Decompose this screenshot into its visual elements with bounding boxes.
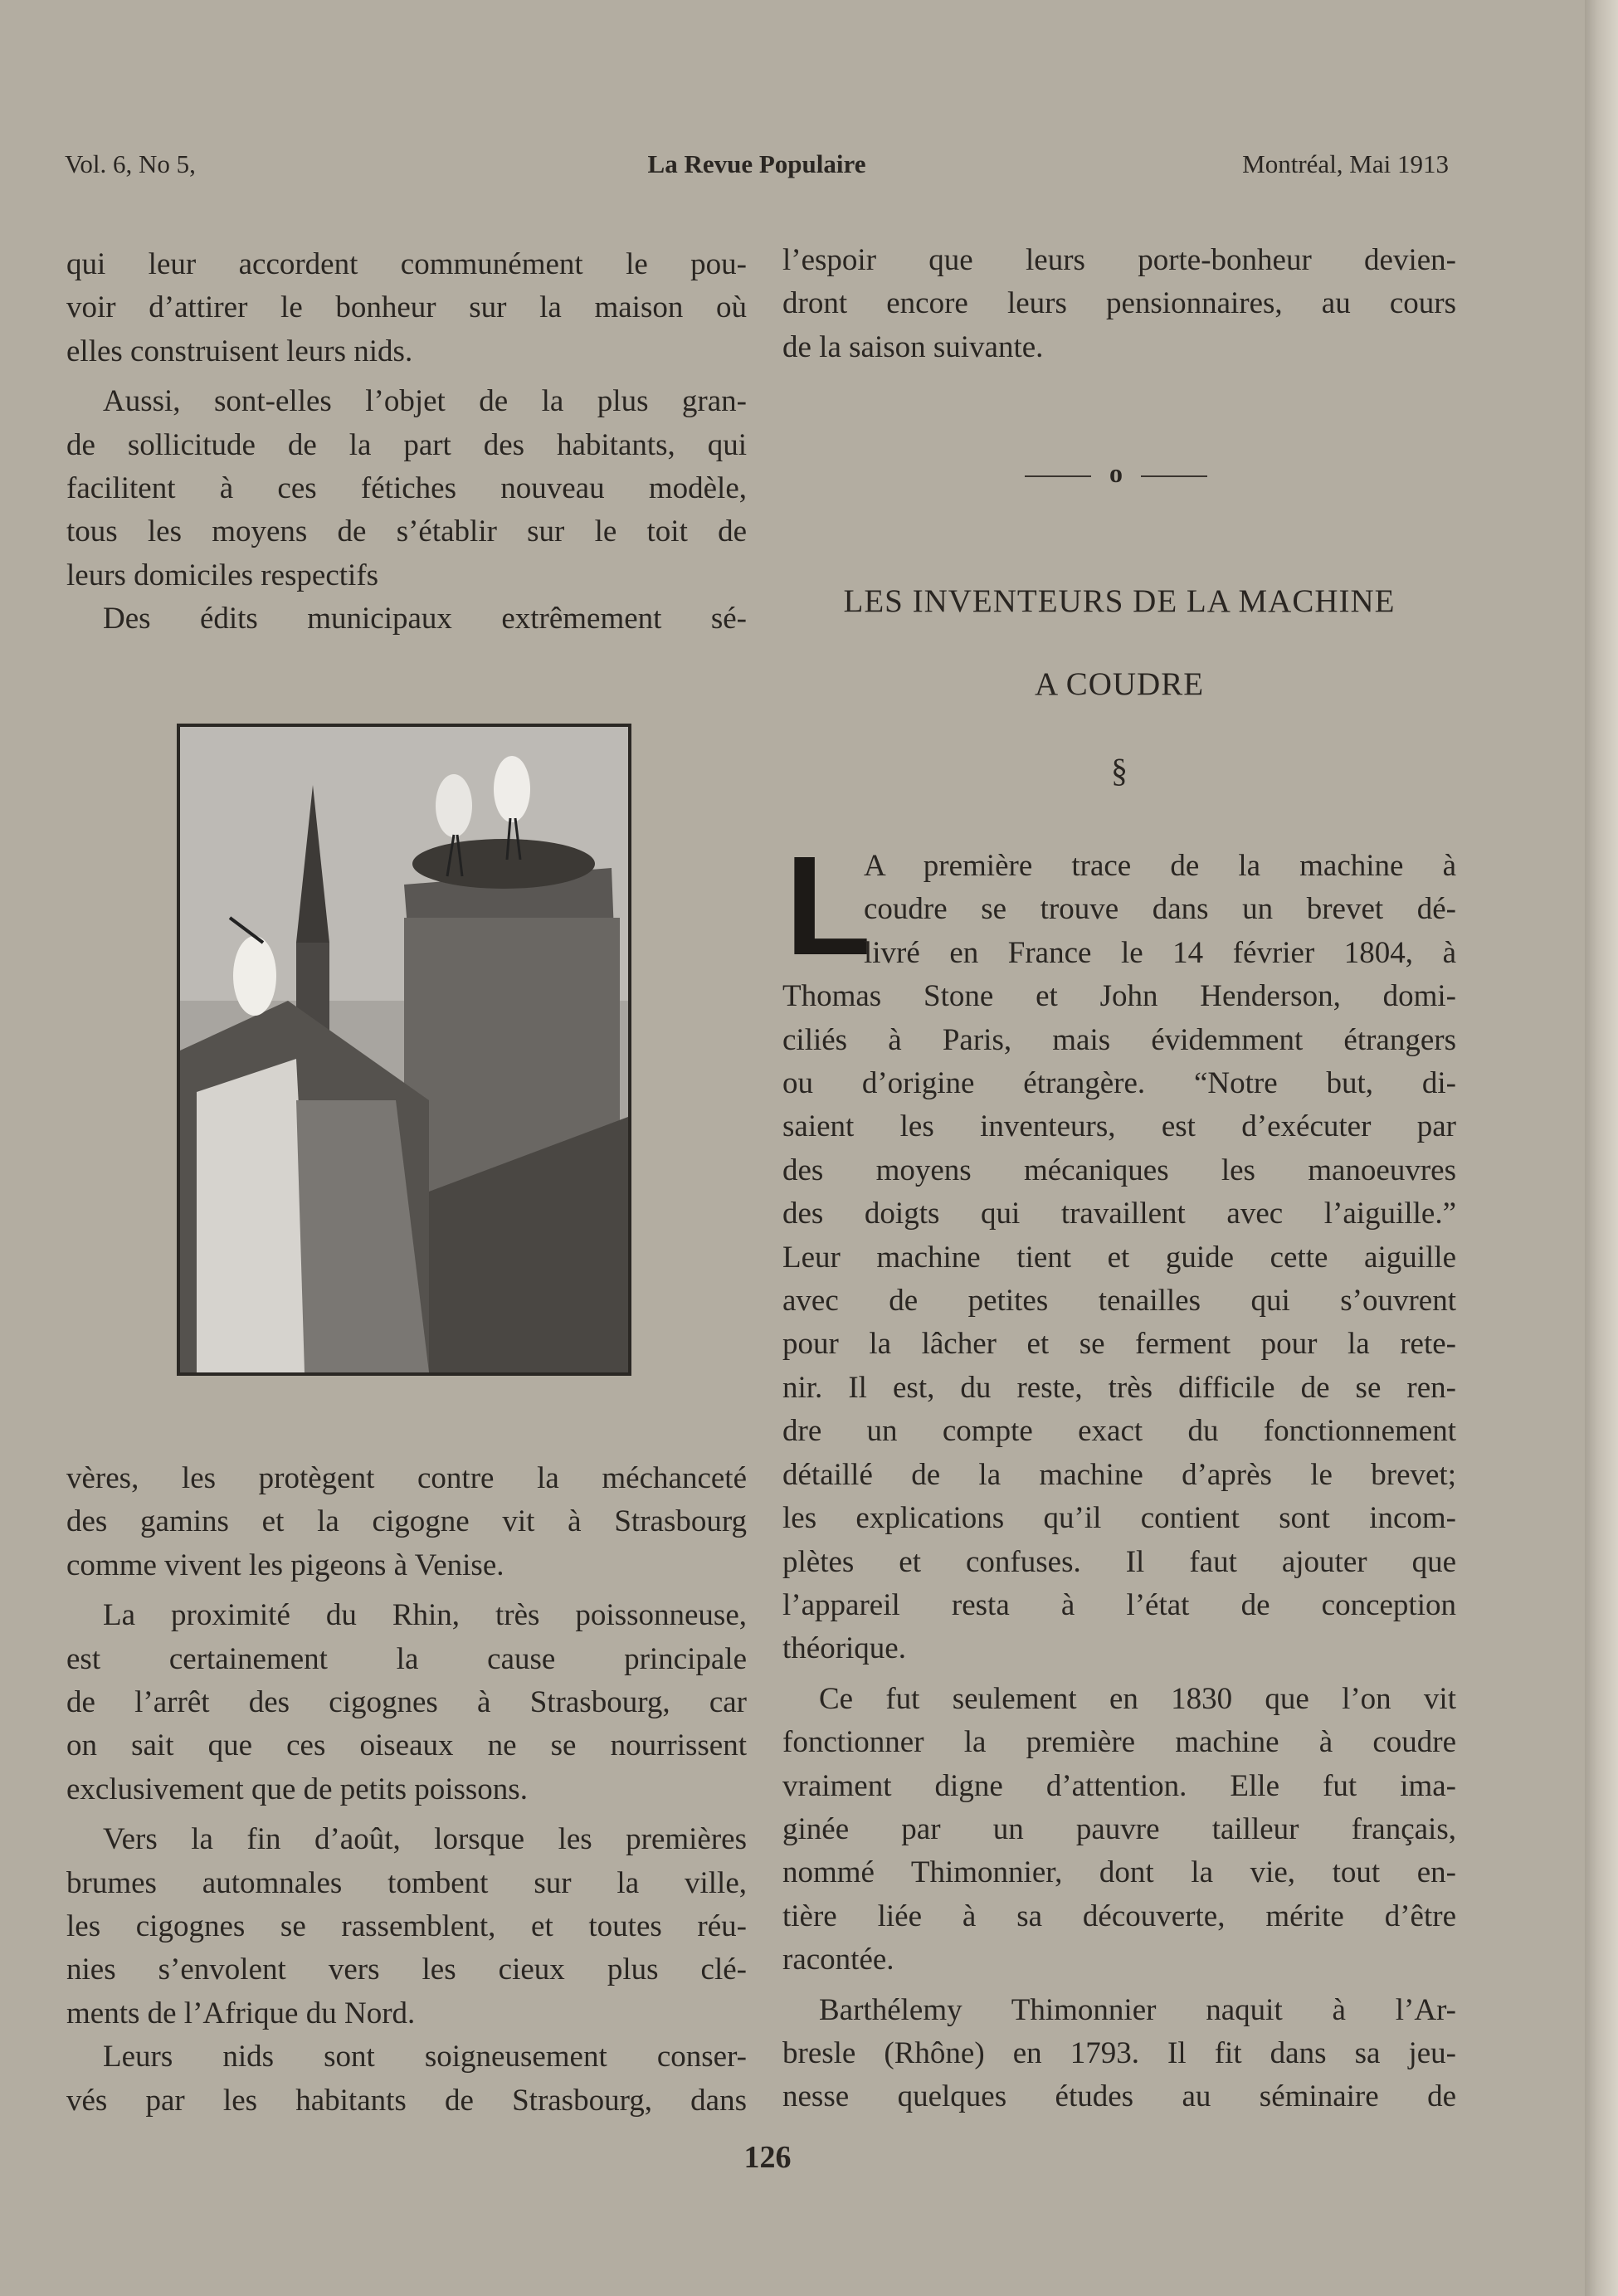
- text-line: l’espoir que leurs porte-bonheur devien-: [782, 243, 1456, 277]
- left-column-bottom-text: [66, 1457, 747, 2123]
- text-line: théorique.: [782, 1631, 906, 1666]
- text-line: les explications qu’il contient sont incom-: [782, 1501, 1456, 1536]
- text-line: des moyens mécaniques les manoeuvres: [782, 1153, 1456, 1187]
- page-number: 126: [743, 2140, 792, 2175]
- text-line: comme vivent les pigeons à Venise.: [66, 1548, 504, 1582]
- text-line: ginée par un pauvre tailleur français,: [782, 1811, 1456, 1846]
- text-line: exclusivement que de petits poissons.: [66, 1772, 528, 1806]
- text-line: vraiment digne d’attention. Elle fut ima-: [782, 1768, 1456, 1803]
- text-line: pour la lâcher et se ferment pour la rete-: [782, 1327, 1456, 1362]
- text-line: avec de petites tenailles qui s’ouvrent: [782, 1284, 1456, 1319]
- text-line: dre un compte exact du fonctionnement: [782, 1414, 1456, 1449]
- running-header: [65, 149, 1449, 188]
- text-line: facilitent à ces fétiches nouveau modèle,: [66, 471, 747, 506]
- text-line: bresle (Rhône) en 1793. Il fit dans sa jeu-: [782, 2035, 1456, 2070]
- text-line: saient les inventeurs, est d’exécuter par: [782, 1109, 1456, 1144]
- text-line: tière liée à sa découverte, mérite d’être: [782, 1899, 1456, 1933]
- text-line: l’appareil resta à l’état de conception: [782, 1587, 1456, 1622]
- section-divider: [1025, 458, 1207, 491]
- text-line: voir d’attirer le bonheur sur la maison où: [66, 290, 747, 325]
- header-magazine-title: La Revue Populaire: [647, 149, 866, 178]
- text-line: nommé Thimonnier, dont la vie, tout en-: [782, 1855, 1456, 1890]
- text-line: Leurs nids sont soigneusement conser-: [103, 2040, 747, 2074]
- text-line: de sollicitude de la part des habitants, qui: [66, 427, 747, 462]
- text-line: ments de l’Afrique du Nord.: [66, 1996, 416, 2030]
- header-place-date: Montréal, Mai 1913: [1242, 149, 1449, 178]
- text-line: racontée.: [782, 1943, 894, 1977]
- drop-cap: L: [785, 827, 871, 985]
- text-line: La proximité du Rhin, très poissonneuse,: [103, 1598, 747, 1633]
- stork-rooftop-illustration: [177, 724, 631, 1376]
- text-line: nies s’envolent vers les cieux plus clé-: [66, 1952, 747, 1987]
- text-line: les cigognes se rassemblent, et toutes réu-: [66, 1909, 747, 1944]
- text-line: nesse quelques études au séminaire de: [782, 2079, 1456, 2114]
- text-line: fonctionner la première machine à coudre: [782, 1725, 1456, 1760]
- text-line: leurs domiciles respectifs: [66, 558, 379, 592]
- text-line: qui leur accordent communément le pou-: [66, 247, 747, 281]
- text-line: vères, les protègent contre la méchanceté: [66, 1461, 747, 1495]
- header-volume: Vol. 6, No 5,: [65, 149, 196, 178]
- right-column-top-text: [782, 239, 1456, 369]
- text-line: Leur machine tient et guide cette aiguille: [782, 1240, 1456, 1275]
- text-line: tous les moyens de s’établir sur le toit de: [66, 514, 747, 549]
- text-line: Vers la fin d’août, lorsque les premières: [103, 1822, 747, 1857]
- text-line: vés par les habitants de Strasbourg, dans: [66, 2083, 747, 2118]
- text-line: de l’arrêt des cigognes à Strasbourg, car: [66, 1685, 747, 1720]
- page-edge: [1585, 0, 1618, 2296]
- text-line: coudre se trouve dans un brevet dé-: [864, 892, 1456, 927]
- text-line: Ce fut seulement en 1830 que l’on vit: [819, 1681, 1456, 1716]
- text-line: A première trace de la machine à: [864, 849, 1456, 883]
- article-title-line2: A COUDRE: [1034, 666, 1205, 702]
- text-line: ou d’origine étrangère. “Notre but, di-: [782, 1066, 1456, 1101]
- text-line: livré en France le 14 février 1804, à: [864, 935, 1456, 970]
- text-line: dront encore leurs pensionnaires, au cours: [782, 286, 1456, 321]
- text-line: des doigts qui travaillent avec l’aiguille.”: [782, 1197, 1456, 1231]
- left-column-top-text: [66, 243, 747, 641]
- text-line: des gamins et la cigogne vit à Strasbourg: [66, 1504, 747, 1539]
- text-line: brumes automnales tombent sur la ville,: [66, 1865, 747, 1900]
- text-line: plètes et confuses. Il faut ajouter que: [782, 1544, 1456, 1579]
- text-line: Aussi, sont-elles l’objet de la plus gran-: [103, 384, 747, 419]
- text-line: Thomas Stone et John Henderson, domi-: [782, 979, 1456, 1014]
- text-line: on sait que ces oiseaux ne se nourrissent: [66, 1728, 747, 1763]
- divider-ornament: o: [1109, 458, 1123, 488]
- section-mark: §: [1111, 752, 1128, 789]
- text-line: elles construisent leurs nids.: [66, 334, 413, 368]
- article-body-text: [782, 827, 1456, 2119]
- text-line: nir. Il est, du reste, très difficile de se ren-: [782, 1370, 1456, 1405]
- text-line: est certainement la cause principale: [66, 1641, 747, 1676]
- text-line: Barthélemy Thimonnier naquit à l’Ar-: [819, 1992, 1456, 2027]
- text-line: ciliés à Paris, mais évidemment étrangers: [782, 1022, 1456, 1057]
- text-line: détaillé de la machine d’après le brevet;: [782, 1457, 1456, 1492]
- article-title-line1: LES INVENTEURS DE LA MACHINE: [843, 583, 1396, 619]
- text-line: de la saison suivante.: [782, 329, 1044, 364]
- text-line: Des édits municipaux extrêmement sé-: [103, 602, 747, 636]
